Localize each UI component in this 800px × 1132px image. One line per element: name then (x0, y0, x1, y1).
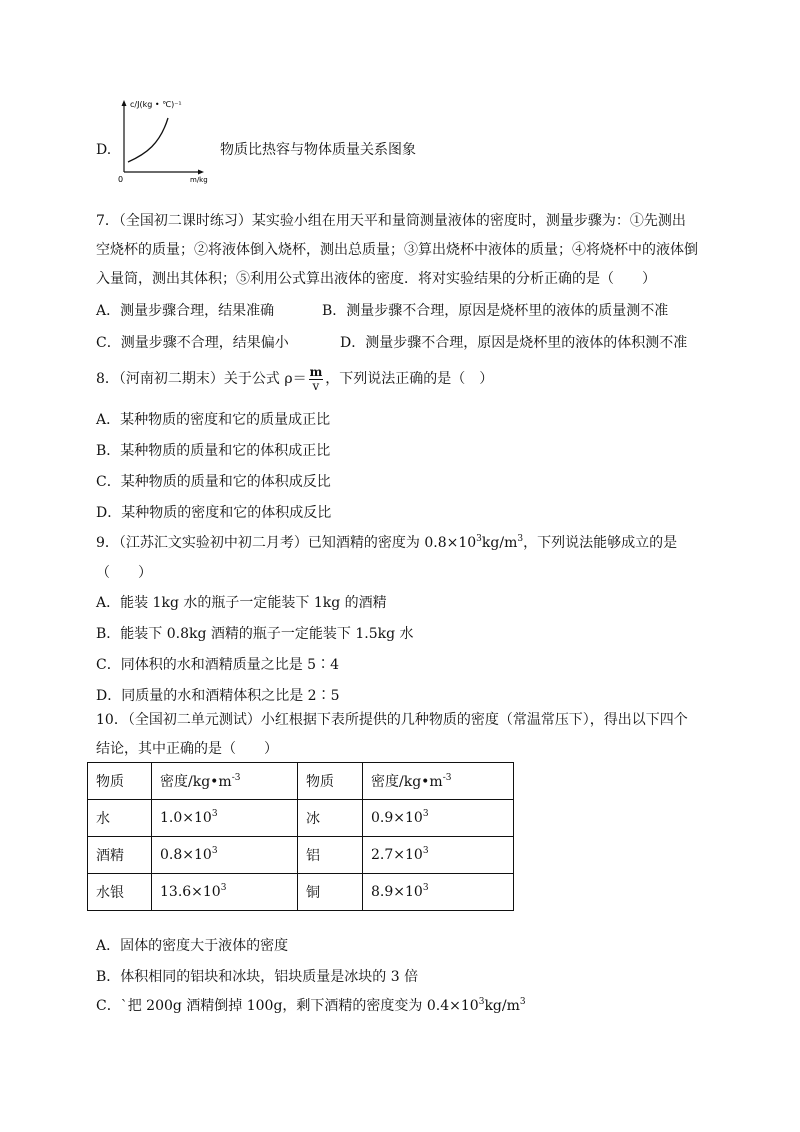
x-axis-arrow (198, 170, 204, 175)
substance-cell: 水银 (88, 874, 152, 911)
q9-option-c: C．同体积的水和酒精质量之比是 5∶4 (96, 657, 339, 673)
x-axis-label: m/kg (190, 176, 208, 184)
q9-exponent: 3 (476, 534, 482, 544)
q10-option-c: C．`把 200g 酒精倒掉 100g，剩下酒精的密度变为 $0.4\times 10^3kg/m^3$ (96, 997, 526, 1014)
density-table (87, 762, 514, 911)
header-substance-1: 物质 (88, 763, 152, 800)
q7-line3: 入量筒，测出其体积；⑤利用公式算出液体的密度．将对实验结果的分析正确的是（ ） (96, 271, 656, 287)
density-cell: $13.6\times 10^3$ (152, 874, 298, 911)
q10-option-a: A．固体的密度大于液体的密度 (96, 938, 289, 954)
q8-option-a: A．某种物质的密度和它的质量成正比 (96, 412, 331, 428)
q9-stem (96, 533, 677, 553)
q9-option-d: D．同质量的水和酒精体积之比是 2∶5 (96, 688, 340, 704)
density-cell: $0.9\times 10^3$ (363, 800, 514, 837)
header-density-2: 密度$/kg•m^{-3}$ (363, 763, 514, 800)
table-row (88, 800, 514, 837)
formula-denominator: v (312, 378, 320, 393)
formula-numerator: m (309, 364, 323, 379)
header-substance-2: 物质 (298, 763, 363, 800)
density-cell: $8.9\times 10^3$ (363, 874, 514, 911)
q9-answer-paren: （ ） (96, 565, 152, 581)
q10-line2: 结论，其中正确的是（ ） (96, 741, 278, 757)
y-axis-arrow (122, 100, 127, 106)
q7-option-b: B．测量步骤不合理，原因是烧杯里的液体的质量测不准 (322, 303, 669, 319)
table-row (88, 874, 514, 911)
header-density-1: 密度$/kg•m^{-3}$ (152, 763, 298, 800)
y-axis-label: c/J(kg • ℃)⁻¹ (130, 100, 182, 109)
option-d-label: D. (96, 142, 112, 158)
table-header-row (88, 763, 514, 800)
q9-text-after: ，下列说法能够成立的是 (523, 535, 678, 551)
density-cell: $1.0\times 10^3$ (152, 800, 298, 837)
q7-option-a: A．测量步骤合理，结果准确 (96, 303, 275, 319)
q9-unit: kg/m (481, 535, 518, 551)
q9-unit-exponent: 3 (517, 534, 524, 544)
q9-text-before: 9．（江苏汇文实验初中初二月考）已知酒精的密度为 0.8×10 (96, 535, 477, 551)
q8-prefix: 8．（河南初二期末）关于公式 ρ＝ (96, 371, 307, 387)
q7-option-d: D．测量步骤不合理，原因是烧杯里的液体的体积测不准 (340, 335, 688, 351)
origin-label: 0 (118, 175, 124, 184)
q10-option-b: B．体积相同的铝块和冰块，铝块质量是冰块的 3 倍 (96, 969, 419, 985)
q9-option-a: A．能装 1kg 水的瓶子一定能装下 1kg 的酒精 (96, 595, 387, 611)
q7-line1: 7．（全国初二课时练习）某实验小组在用天平和量筒测量液体的密度时，测量步骤为：①先测出 (96, 213, 686, 229)
q10-line1: 10．（全国初二单元测试）小红根据下表所提供的几种物质的密度（常温常压下），得出以下四个 (96, 712, 688, 728)
q8-option-b: B．某种物质的质量和它的体积成正比 (96, 443, 331, 459)
substance-cell: 酒精 (88, 837, 152, 874)
q7-line2: 空烧杯的质量；②将液体倒入烧杯，测出总质量；③算出烧杯中液体的质量；④将烧杯中的液体倒 (96, 242, 698, 258)
q8-option-c: C．某种物质的质量和它的体积成反比 (96, 474, 331, 490)
substance-cell: 铝 (298, 837, 363, 874)
density-formula (309, 366, 324, 393)
option-d-caption: 物质比热容与物体质量关系图象 (220, 142, 416, 158)
q9-option-b: B．能装下 0.8kg 酒精的瓶子一定能装下 1.5kg 水 (96, 626, 414, 642)
q8-stem (96, 364, 493, 394)
q8-option-d: D．某种物质的密度和它的体积成反比 (96, 505, 332, 521)
q7-option-c: C．测量步骤不合理，结果偏小 (96, 335, 289, 351)
specific-heat-graph (108, 96, 208, 184)
density-cell: $0.8\times 10^3$ (152, 837, 298, 874)
table-row (88, 837, 514, 874)
substance-cell: 水 (88, 800, 152, 837)
substance-cell: 冰 (298, 800, 363, 837)
density-cell: $2.7\times 10^3$ (363, 837, 514, 874)
graph-curve (128, 118, 168, 162)
q8-suffix: ，下列说法正确的是（ ） (325, 371, 494, 387)
substance-cell: 铜 (298, 874, 363, 911)
